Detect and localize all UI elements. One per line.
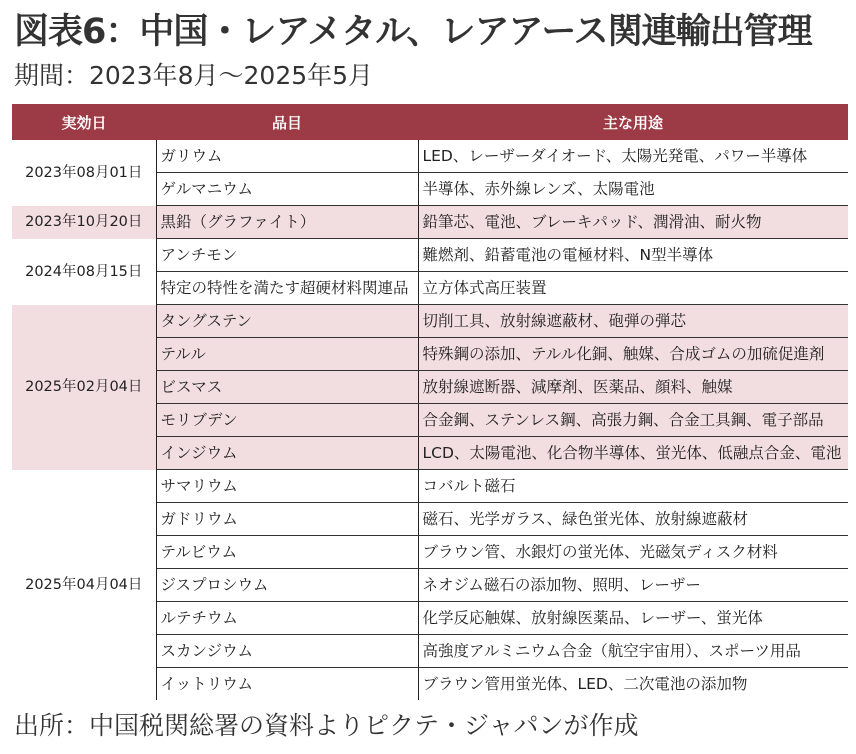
table-row bbox=[12, 140, 848, 173]
header-item: 品目 bbox=[156, 104, 418, 140]
effective-date-cell: 2024年08月15日 bbox=[12, 239, 156, 305]
item-cell: スカンジウム bbox=[156, 635, 418, 668]
item-cell: イットリウム bbox=[156, 668, 418, 701]
page-title: 図表6：中国・レアメタル、レアアース関連輸出管理 bbox=[14, 12, 812, 52]
effective-date-cell: 2023年08月01日 bbox=[12, 140, 156, 206]
item-cell: 特定の特性を満たす超硬材料関連品 bbox=[156, 272, 418, 305]
use-cell: 半導体、赤外線レンズ、太陽電池 bbox=[418, 173, 848, 206]
effective-date-cell: 2025年02月04日 bbox=[12, 305, 156, 470]
table-row bbox=[12, 305, 848, 338]
item-cell: インジウム bbox=[156, 437, 418, 470]
item-cell: ガリウム bbox=[156, 140, 418, 173]
use-cell: LCD、太陽電池、化合物半導体、蛍光体、低融点合金、電池 bbox=[418, 437, 848, 470]
table-row bbox=[12, 470, 848, 503]
export-control-table bbox=[12, 104, 848, 700]
use-cell: 切削工具、放射線遮蔽材、砲弾の弾芯 bbox=[418, 305, 848, 338]
use-cell: ネオジム磁石の添加物、照明、レーザー bbox=[418, 569, 848, 602]
table-header-row bbox=[12, 104, 848, 140]
use-cell: 高強度アルミニウム合金（航空宇宙用）、スポーツ用品 bbox=[418, 635, 848, 668]
source-note: 出所：中国税関総署の資料よりピクテ・ジャパンが作成 bbox=[14, 711, 639, 740]
item-cell: テルビウム bbox=[156, 536, 418, 569]
use-cell: 特殊鋼の添加、テルル化銅、触媒、合成ゴムの加硫促進剤 bbox=[418, 338, 848, 371]
item-cell: ガドリウム bbox=[156, 503, 418, 536]
use-cell: コバルト磁石 bbox=[418, 470, 848, 503]
use-cell: 難燃剤、鉛蓄電池の電極材料、N型半導体 bbox=[418, 239, 848, 272]
use-cell: 放射線遮断器、減摩剤、医薬品、顔料、触媒 bbox=[418, 371, 848, 404]
use-cell: ブラウン管、水銀灯の蛍光体、光磁気ディスク材料 bbox=[418, 536, 848, 569]
header-effective-date: 実効日 bbox=[12, 104, 156, 140]
table-row bbox=[12, 239, 848, 272]
item-cell: モリブデン bbox=[156, 404, 418, 437]
use-cell: 合金鋼、ステンレス鋼、高張力鋼、合金工具鋼、電子部品 bbox=[418, 404, 848, 437]
item-cell: タングステン bbox=[156, 305, 418, 338]
effective-date-cell: 2025年04月04日 bbox=[12, 470, 156, 701]
use-cell: LED、レーザーダイオード、太陽光発電、パワー半導体 bbox=[418, 140, 848, 173]
use-cell: 立方体式高圧装置 bbox=[418, 272, 848, 305]
effective-date-cell: 2023年10月20日 bbox=[12, 206, 156, 239]
item-cell: ビスマス bbox=[156, 371, 418, 404]
header-main-use: 主な用途 bbox=[418, 104, 848, 140]
item-cell: サマリウム bbox=[156, 470, 418, 503]
item-cell: ゲルマニウム bbox=[156, 173, 418, 206]
item-cell: ジスプロシウム bbox=[156, 569, 418, 602]
item-cell: アンチモン bbox=[156, 239, 418, 272]
use-cell: ブラウン管用蛍光体、LED、二次電池の添加物 bbox=[422, 675, 748, 693]
item-cell: テルル bbox=[156, 338, 418, 371]
item-cell: ルテチウム bbox=[156, 602, 418, 635]
use-cell: 鉛筆芯、電池、ブレーキパッド、潤滑油、耐火物 bbox=[418, 206, 848, 239]
use-cell: 磁石、光学ガラス、緑色蛍光体、放射線遮蔽材 bbox=[418, 503, 848, 536]
use-cell: 化学反応触媒、放射線医薬品、レーザー、蛍光体 bbox=[418, 602, 848, 635]
period-subtitle: 期間：2023年8月～2025年5月 bbox=[14, 61, 374, 90]
item-cell: 黒鉛（グラファイト） bbox=[156, 206, 418, 239]
table-row bbox=[12, 206, 848, 239]
